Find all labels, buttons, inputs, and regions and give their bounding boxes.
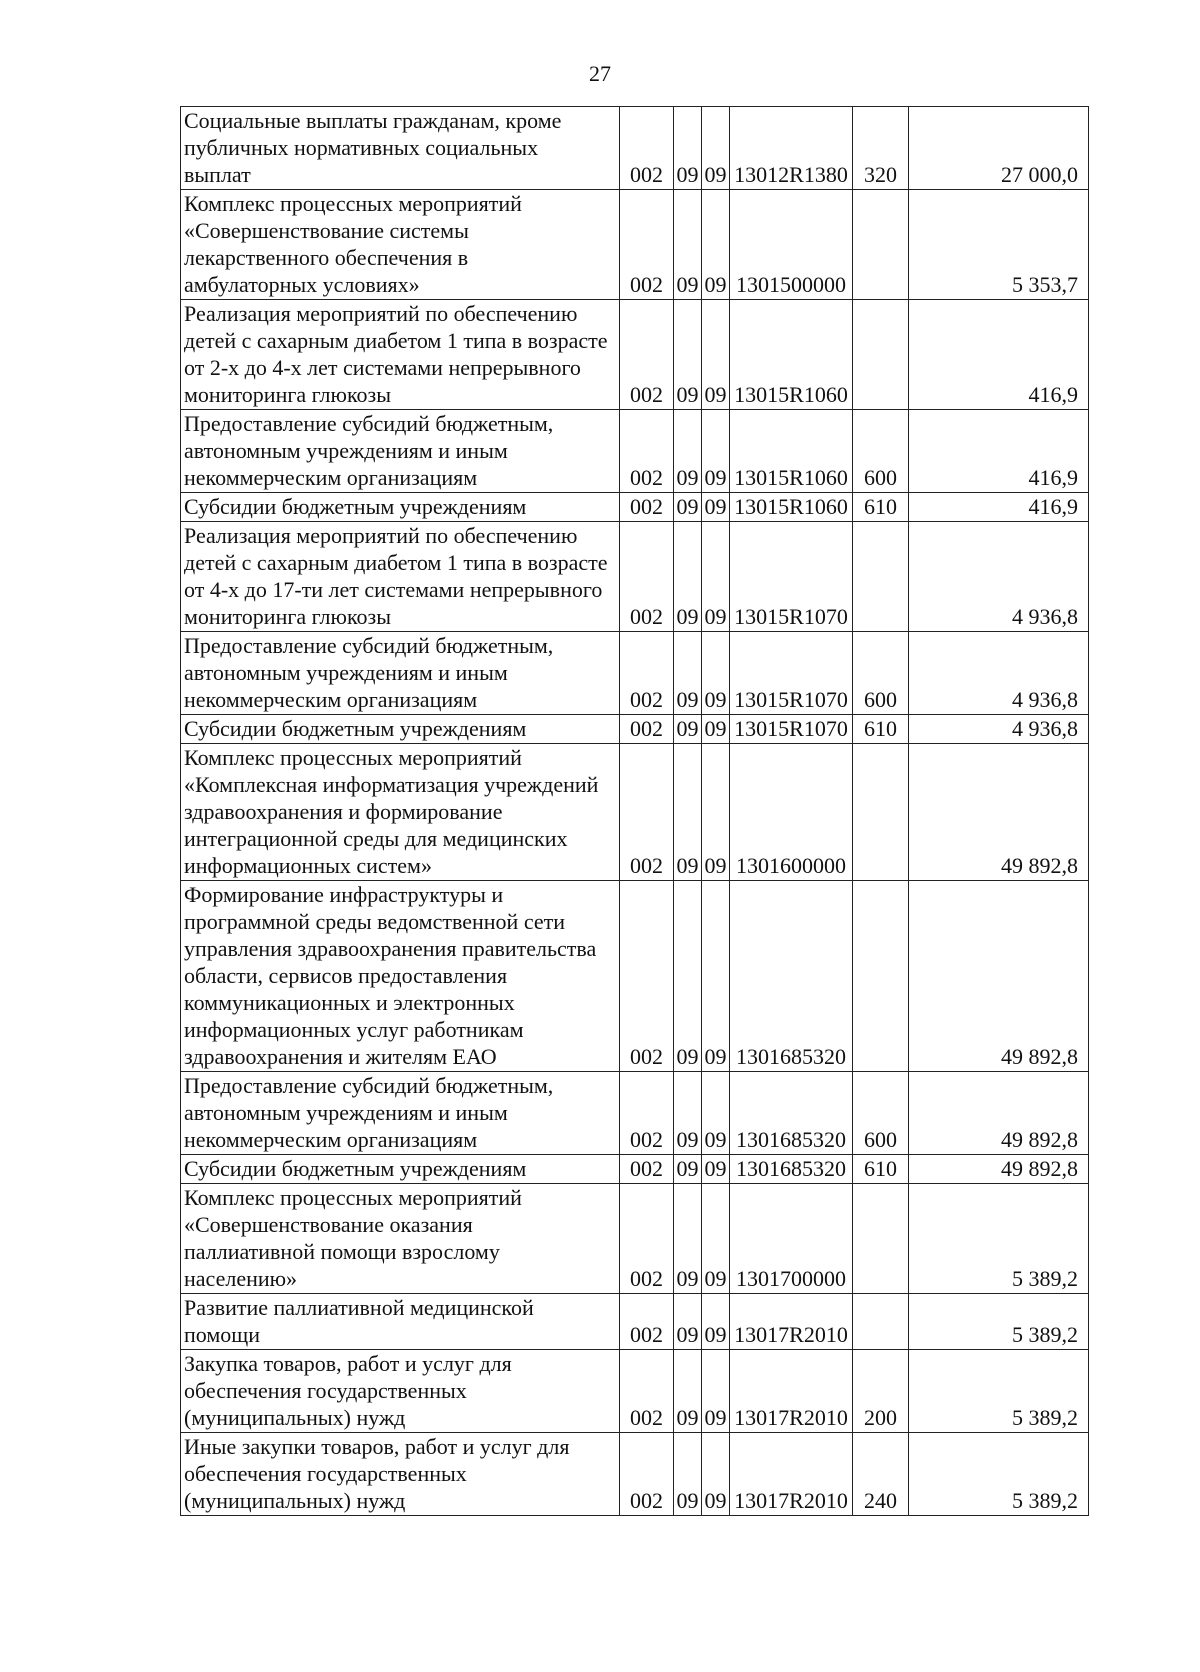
- ministry-code-cell: 002: [620, 410, 674, 493]
- expense-type-cell: [853, 190, 909, 300]
- amount-cell: 4 936,8: [909, 632, 1089, 715]
- section-code-cell: 09: [674, 744, 702, 881]
- ministry-code-cell: 002: [620, 1350, 674, 1433]
- ministry-code-cell: 002: [620, 881, 674, 1072]
- ministry-code-cell: 002: [620, 493, 674, 522]
- expense-type-cell: 200: [853, 1350, 909, 1433]
- subsection-code-cell: 09: [702, 410, 730, 493]
- amount-cell: 416,9: [909, 493, 1089, 522]
- table-row: [181, 107, 1089, 190]
- section-code-cell: 09: [674, 881, 702, 1072]
- subsection-code-cell: 09: [702, 632, 730, 715]
- row-name-cell: Предоставление субсидий бюджетным, автономным учреждениям и иным некоммерческим организациям: [181, 1072, 620, 1155]
- ministry-code-cell: 002: [620, 1433, 674, 1516]
- table-row: [181, 744, 1089, 881]
- amount-cell: 5 389,2: [909, 1350, 1089, 1433]
- ministry-code-cell: 002: [620, 1155, 674, 1184]
- target-article-cell: 13017R2010: [730, 1350, 853, 1433]
- table-row: [181, 1294, 1089, 1350]
- subsection-code-cell: 09: [702, 1072, 730, 1155]
- subsection-code-cell: 09: [702, 190, 730, 300]
- amount-cell: 4 936,8: [909, 715, 1089, 744]
- ministry-code-cell: 002: [620, 715, 674, 744]
- target-article-cell: 1301685320: [730, 1072, 853, 1155]
- table-row: [181, 522, 1089, 632]
- subsection-code-cell: 09: [702, 1294, 730, 1350]
- section-code-cell: 09: [674, 715, 702, 744]
- section-code-cell: 09: [674, 632, 702, 715]
- table-row: [181, 300, 1089, 410]
- subsection-code-cell: 09: [702, 881, 730, 1072]
- expense-type-cell: [853, 744, 909, 881]
- expense-type-cell: 610: [853, 493, 909, 522]
- budget-table: [180, 106, 1089, 1516]
- table-row: [181, 190, 1089, 300]
- subsection-code-cell: 09: [702, 1155, 730, 1184]
- amount-cell: 49 892,8: [909, 744, 1089, 881]
- table-row: [181, 881, 1089, 1072]
- target-article-cell: 13015R1060: [730, 300, 853, 410]
- ministry-code-cell: 002: [620, 522, 674, 632]
- subsection-code-cell: 09: [702, 1433, 730, 1516]
- section-code-cell: 09: [674, 1294, 702, 1350]
- ministry-code-cell: 002: [620, 107, 674, 190]
- section-code-cell: 09: [674, 493, 702, 522]
- row-name-cell: Реализация мероприятий по обеспечению детей с сахарным диабетом 1 типа в возрасте от 2-х до 4-х лет системами непрерывного мониторинга глюкозы: [181, 300, 620, 410]
- row-name-cell: Субсидии бюджетным учреждениям: [181, 493, 620, 522]
- row-name-cell: Предоставление субсидий бюджетным, автономным учреждениям и иным некоммерческим организациям: [181, 632, 620, 715]
- expense-type-cell: 600: [853, 1072, 909, 1155]
- row-name-cell: Социальные выплаты гражданам, кроме публичных нормативных социальных выплат: [181, 107, 620, 190]
- target-article-cell: 13017R2010: [730, 1294, 853, 1350]
- expense-type-cell: [853, 522, 909, 632]
- subsection-code-cell: 09: [702, 493, 730, 522]
- section-code-cell: 09: [674, 522, 702, 632]
- section-code-cell: 09: [674, 1155, 702, 1184]
- amount-cell: 49 892,8: [909, 1155, 1089, 1184]
- row-name-cell: Иные закупки товаров, работ и услуг для обеспечения государственных (муниципальных) нужд: [181, 1433, 620, 1516]
- table-row: [181, 1433, 1089, 1516]
- subsection-code-cell: 09: [702, 744, 730, 881]
- row-name-cell: Субсидии бюджетным учреждениям: [181, 715, 620, 744]
- table-row: [181, 715, 1089, 744]
- expense-type-cell: 320: [853, 107, 909, 190]
- amount-cell: 416,9: [909, 410, 1089, 493]
- amount-cell: 4 936,8: [909, 522, 1089, 632]
- expense-type-cell: 600: [853, 632, 909, 715]
- subsection-code-cell: 09: [702, 522, 730, 632]
- row-name-cell: Формирование инфраструктуры и программной среды ведомственной сети управления здравоохранения правительства области, сервисов предоставления коммуникационных и электронных информационных услуг работникам здравоохранения и жителям ЕАО: [181, 881, 620, 1072]
- expense-type-cell: [853, 300, 909, 410]
- ministry-code-cell: 002: [620, 190, 674, 300]
- section-code-cell: 09: [674, 1433, 702, 1516]
- section-code-cell: 09: [674, 1072, 702, 1155]
- amount-cell: 5 389,2: [909, 1184, 1089, 1294]
- row-name-cell: Развитие паллиативной медицинской помощи: [181, 1294, 620, 1350]
- expense-type-cell: [853, 1184, 909, 1294]
- target-article-cell: 13015R1060: [730, 493, 853, 522]
- amount-cell: 5 389,2: [909, 1433, 1089, 1516]
- ministry-code-cell: 002: [620, 1294, 674, 1350]
- section-code-cell: 09: [674, 300, 702, 410]
- table-row: [181, 1072, 1089, 1155]
- expense-type-cell: [853, 1294, 909, 1350]
- row-name-cell: Комплекс процессных мероприятий «Комплексная информатизация учреждений здравоохранения и формирование интеграционной среды для медицинских информационных систем»: [181, 744, 620, 881]
- ministry-code-cell: 002: [620, 1184, 674, 1294]
- target-article-cell: 1301685320: [730, 1155, 853, 1184]
- row-name-cell: Реализация мероприятий по обеспечению детей с сахарным диабетом 1 типа в возрасте от 4-х до 17-ти лет системами непрерывного мониторинга глюкозы: [181, 522, 620, 632]
- ministry-code-cell: 002: [620, 632, 674, 715]
- subsection-code-cell: 09: [702, 1350, 730, 1433]
- target-article-cell: 13015R1070: [730, 522, 853, 632]
- table-row: [181, 1184, 1089, 1294]
- subsection-code-cell: 09: [702, 107, 730, 190]
- row-name-cell: Субсидии бюджетным учреждениям: [181, 1155, 620, 1184]
- subsection-code-cell: 09: [702, 715, 730, 744]
- table-row: [181, 632, 1089, 715]
- expense-type-cell: 600: [853, 410, 909, 493]
- target-article-cell: 13017R2010: [730, 1433, 853, 1516]
- ministry-code-cell: 002: [620, 744, 674, 881]
- table-row: [181, 493, 1089, 522]
- amount-cell: 49 892,8: [909, 881, 1089, 1072]
- ministry-code-cell: 002: [620, 300, 674, 410]
- amount-cell: 27 000,0: [909, 107, 1089, 190]
- section-code-cell: 09: [674, 107, 702, 190]
- table-row: [181, 1155, 1089, 1184]
- amount-cell: 416,9: [909, 300, 1089, 410]
- target-article-cell: 1301600000: [730, 744, 853, 881]
- amount-cell: 5 353,7: [909, 190, 1089, 300]
- expense-type-cell: 240: [853, 1433, 909, 1516]
- target-article-cell: 1301685320: [730, 881, 853, 1072]
- section-code-cell: 09: [674, 1350, 702, 1433]
- section-code-cell: 09: [674, 190, 702, 300]
- target-article-cell: 13015R1070: [730, 715, 853, 744]
- ministry-code-cell: 002: [620, 1072, 674, 1155]
- row-name-cell: Предоставление субсидий бюджетным, автономным учреждениям и иным некоммерческим организациям: [181, 410, 620, 493]
- section-code-cell: 09: [674, 410, 702, 493]
- page-number: 27: [589, 61, 611, 86]
- target-article-cell: 1301700000: [730, 1184, 853, 1294]
- row-name-cell: Комплекс процессных мероприятий «Совершенствование оказания паллиативной помощи взрослому населению»: [181, 1184, 620, 1294]
- target-article-cell: 13015R1070: [730, 632, 853, 715]
- table-row: [181, 410, 1089, 493]
- expense-type-cell: 610: [853, 715, 909, 744]
- row-name-cell: Закупка товаров, работ и услуг для обеспечения государственных (муниципальных) нужд: [181, 1350, 620, 1433]
- subsection-code-cell: 09: [702, 300, 730, 410]
- table-row: [181, 1350, 1089, 1433]
- budget-table-body: [181, 107, 1089, 1516]
- subsection-code-cell: 09: [702, 1184, 730, 1294]
- expense-type-cell: [853, 881, 909, 1072]
- target-article-cell: 13015R1060: [730, 410, 853, 493]
- row-name-cell: Комплекс процессных мероприятий «Совершенствование системы лекарственного обеспечения в амбулаторных условиях»: [181, 190, 620, 300]
- target-article-cell: 1301500000: [730, 190, 853, 300]
- amount-cell: 5 389,2: [909, 1294, 1089, 1350]
- section-code-cell: 09: [674, 1184, 702, 1294]
- amount-cell: 49 892,8: [909, 1072, 1089, 1155]
- target-article-cell: 13012R1380: [730, 107, 853, 190]
- expense-type-cell: 610: [853, 1155, 909, 1184]
